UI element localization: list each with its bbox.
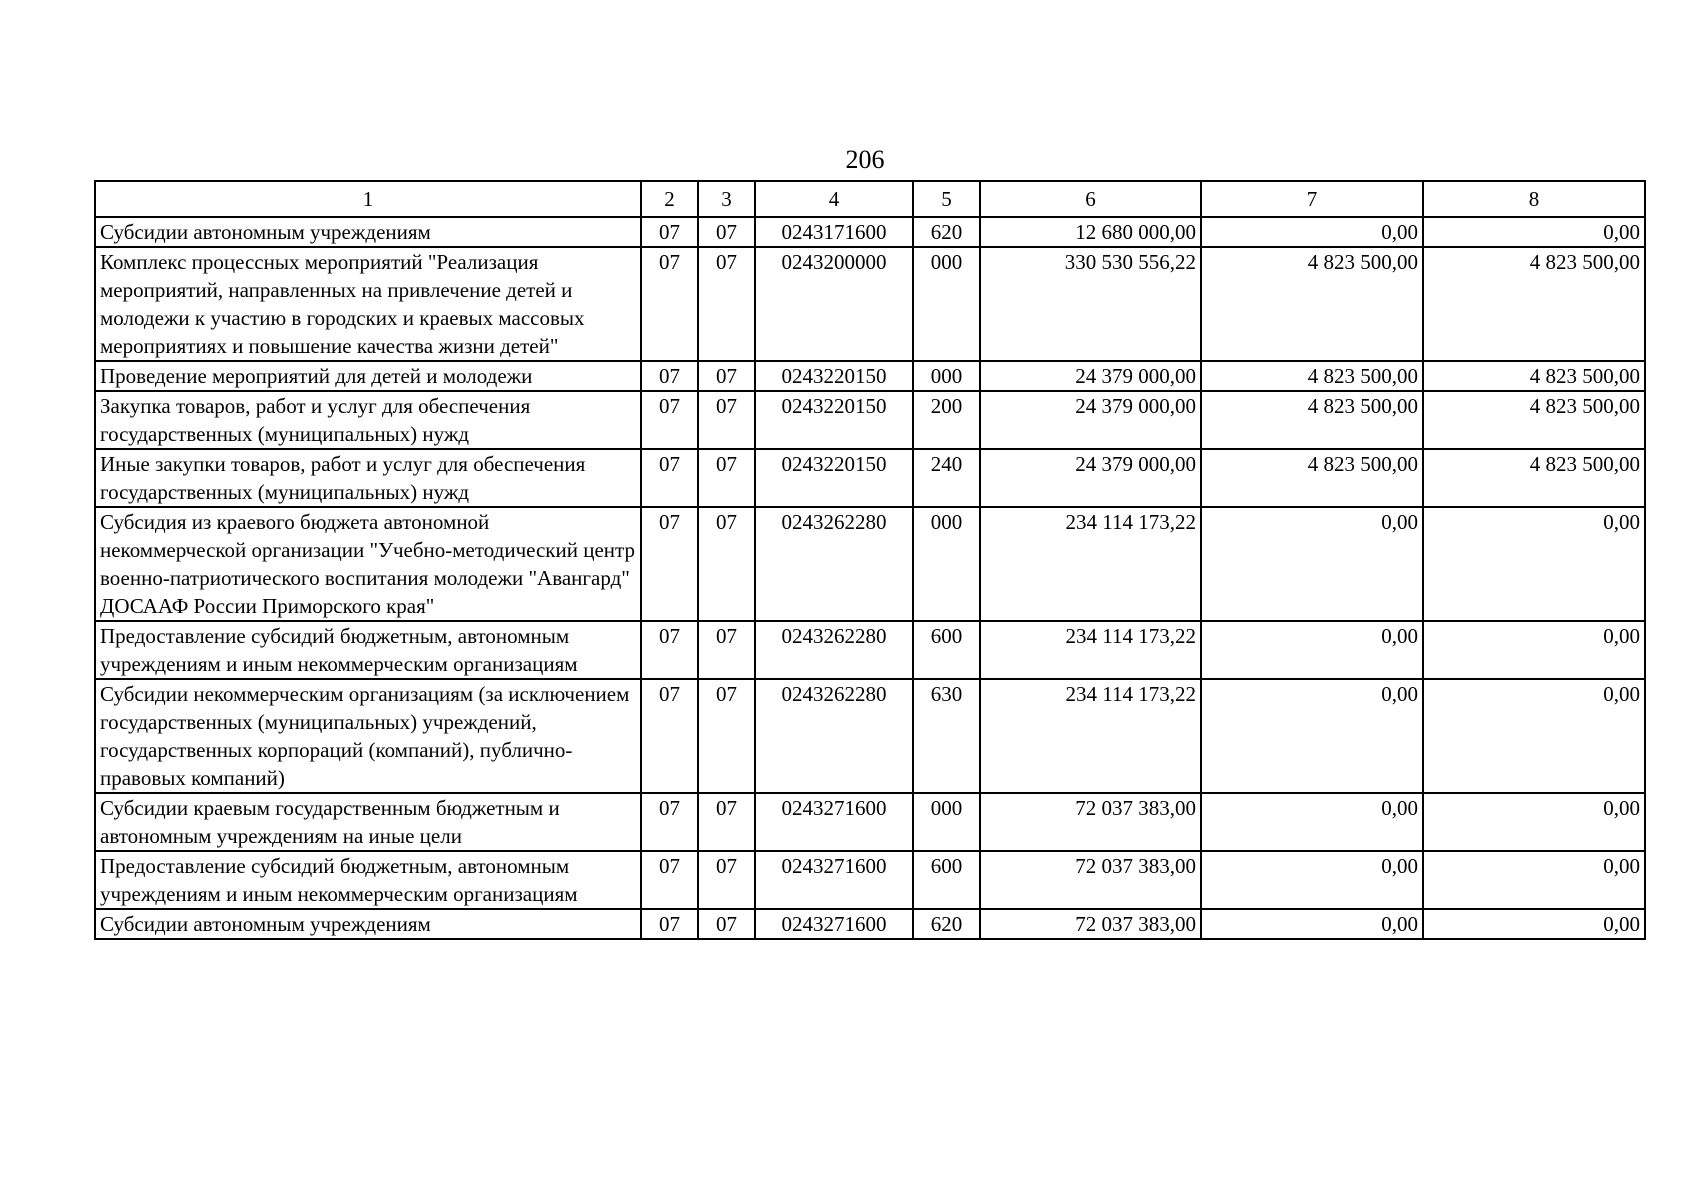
amount-col-6: 234 114 173,22 bbox=[980, 679, 1201, 793]
column-header: 6 bbox=[980, 181, 1201, 217]
amount-col-6: 24 379 000,00 bbox=[980, 449, 1201, 507]
row-name: Проведение мероприятий для детей и молодежи bbox=[95, 361, 641, 391]
amount-col-8: 4 823 500,00 bbox=[1423, 247, 1645, 361]
amount-col-6: 72 037 383,00 bbox=[980, 851, 1201, 909]
subsection-code: 07 bbox=[698, 391, 755, 449]
expense-type-code: 630 bbox=[913, 679, 980, 793]
target-article-code: 0243220150 bbox=[755, 361, 913, 391]
subsection-code: 07 bbox=[698, 793, 755, 851]
subsection-code: 07 bbox=[698, 851, 755, 909]
subsection-code: 07 bbox=[698, 679, 755, 793]
amount-col-7: 0,00 bbox=[1201, 679, 1423, 793]
row-name: Иные закупки товаров, работ и услуг для обеспечения государственных (муниципальных) нужд bbox=[95, 449, 641, 507]
amount-col-6: 72 037 383,00 bbox=[980, 909, 1201, 939]
row-name: Субсидии автономным учреждениям bbox=[95, 909, 641, 939]
subsection-code: 07 bbox=[698, 909, 755, 939]
amount-col-6: 234 114 173,22 bbox=[980, 621, 1201, 679]
expense-type-code: 240 bbox=[913, 449, 980, 507]
section-code: 07 bbox=[641, 507, 698, 621]
section-code: 07 bbox=[641, 391, 698, 449]
expense-type-code: 620 bbox=[913, 909, 980, 939]
subsection-code: 07 bbox=[698, 247, 755, 361]
page-number: 206 bbox=[845, 145, 885, 174]
amount-col-8: 0,00 bbox=[1423, 679, 1645, 793]
section-code: 07 bbox=[641, 361, 698, 391]
budget-table bbox=[94, 180, 1646, 940]
row-name: Предоставление субсидий бюджетным, автономным учреждениям и иным некоммерческим организациям bbox=[95, 621, 641, 679]
table-row bbox=[95, 449, 1645, 507]
amount-col-8: 0,00 bbox=[1423, 851, 1645, 909]
amount-col-8: 4 823 500,00 bbox=[1423, 391, 1645, 449]
target-article-code: 0243271600 bbox=[755, 793, 913, 851]
table-row bbox=[95, 851, 1645, 909]
section-code: 07 bbox=[641, 621, 698, 679]
table-row bbox=[95, 793, 1645, 851]
amount-col-6: 330 530 556,22 bbox=[980, 247, 1201, 361]
column-header: 7 bbox=[1201, 181, 1423, 217]
amount-col-7: 0,00 bbox=[1201, 909, 1423, 939]
table-row bbox=[95, 507, 1645, 621]
section-code: 07 bbox=[641, 217, 698, 247]
section-code: 07 bbox=[641, 851, 698, 909]
amount-col-7: 4 823 500,00 bbox=[1201, 391, 1423, 449]
section-code: 07 bbox=[641, 679, 698, 793]
amount-col-7: 0,00 bbox=[1201, 507, 1423, 621]
amount-col-7: 4 823 500,00 bbox=[1201, 247, 1423, 361]
expense-type-code: 000 bbox=[913, 507, 980, 621]
amount-col-8: 4 823 500,00 bbox=[1423, 361, 1645, 391]
table-row bbox=[95, 361, 1645, 391]
target-article-code: 0243220150 bbox=[755, 449, 913, 507]
row-name: Комплекс процессных мероприятий "Реализация мероприятий, направленных на привлечение детей и молодежи к участию в городских и краевых массовых мероприятиях и повышение качества жизни детей" bbox=[95, 247, 641, 361]
table-row bbox=[95, 679, 1645, 793]
amount-col-8: 0,00 bbox=[1423, 909, 1645, 939]
amount-col-8: 4 823 500,00 bbox=[1423, 449, 1645, 507]
row-name: Субсидии автономным учреждениям bbox=[95, 217, 641, 247]
expense-type-code: 000 bbox=[913, 247, 980, 361]
column-header: 8 bbox=[1423, 181, 1645, 217]
column-header: 1 bbox=[95, 181, 641, 217]
subsection-code: 07 bbox=[698, 217, 755, 247]
subsection-code: 07 bbox=[698, 621, 755, 679]
row-name: Закупка товаров, работ и услуг для обеспечения государственных (муниципальных) нужд bbox=[95, 391, 641, 449]
amount-col-7: 0,00 bbox=[1201, 217, 1423, 247]
subsection-code: 07 bbox=[698, 507, 755, 621]
table-row bbox=[95, 217, 1645, 247]
amount-col-6: 234 114 173,22 bbox=[980, 507, 1201, 621]
row-name: Субсидия из краевого бюджета автономной некоммерческой организации "Учебно-методический центр военно-патриотического воспитания молодежи "Авангард" ДОСААФ России Приморского края" bbox=[95, 507, 641, 621]
amount-col-7: 4 823 500,00 bbox=[1201, 361, 1423, 391]
section-code: 07 bbox=[641, 793, 698, 851]
target-article-code: 0243271600 bbox=[755, 909, 913, 939]
amount-col-6: 12 680 000,00 bbox=[980, 217, 1201, 247]
table-row bbox=[95, 247, 1645, 361]
expense-type-code: 600 bbox=[913, 621, 980, 679]
expense-type-code: 000 bbox=[913, 361, 980, 391]
amount-col-6: 24 379 000,00 bbox=[980, 391, 1201, 449]
section-code: 07 bbox=[641, 909, 698, 939]
amount-col-6: 24 379 000,00 bbox=[980, 361, 1201, 391]
table-header-row bbox=[95, 181, 1645, 217]
column-header: 5 bbox=[913, 181, 980, 217]
section-code: 07 bbox=[641, 247, 698, 361]
row-name: Субсидии краевым государственным бюджетным и автономным учреждениям на иные цели bbox=[95, 793, 641, 851]
expense-type-code: 600 bbox=[913, 851, 980, 909]
target-article-code: 0243262280 bbox=[755, 679, 913, 793]
target-article-code: 0243220150 bbox=[755, 391, 913, 449]
amount-col-7: 0,00 bbox=[1201, 793, 1423, 851]
amount-col-7: 0,00 bbox=[1201, 851, 1423, 909]
expense-type-code: 200 bbox=[913, 391, 980, 449]
row-name: Субсидии некоммерческим организациям (за исключением государственных (муниципальных) учреждений, государственных корпораций (компаний), публично-правовых компаний) bbox=[95, 679, 641, 793]
amount-col-7: 0,00 bbox=[1201, 621, 1423, 679]
column-header: 4 bbox=[755, 181, 913, 217]
amount-col-6: 72 037 383,00 bbox=[980, 793, 1201, 851]
column-header: 2 bbox=[641, 181, 698, 217]
table-row bbox=[95, 909, 1645, 939]
column-header: 3 bbox=[698, 181, 755, 217]
table-row bbox=[95, 621, 1645, 679]
row-name: Предоставление субсидий бюджетным, автономным учреждениям и иным некоммерческим организациям bbox=[95, 851, 641, 909]
section-code: 07 bbox=[641, 449, 698, 507]
amount-col-7: 4 823 500,00 bbox=[1201, 449, 1423, 507]
subsection-code: 07 bbox=[698, 449, 755, 507]
target-article-code: 0243171600 bbox=[755, 217, 913, 247]
target-article-code: 0243262280 bbox=[755, 621, 913, 679]
amount-col-8: 0,00 bbox=[1423, 621, 1645, 679]
expense-type-code: 000 bbox=[913, 793, 980, 851]
table-row bbox=[95, 391, 1645, 449]
amount-col-8: 0,00 bbox=[1423, 507, 1645, 621]
amount-col-8: 0,00 bbox=[1423, 217, 1645, 247]
subsection-code: 07 bbox=[698, 361, 755, 391]
target-article-code: 0243271600 bbox=[755, 851, 913, 909]
target-article-code: 0243262280 bbox=[755, 507, 913, 621]
expense-type-code: 620 bbox=[913, 217, 980, 247]
target-article-code: 0243200000 bbox=[755, 247, 913, 361]
amount-col-8: 0,00 bbox=[1423, 793, 1645, 851]
